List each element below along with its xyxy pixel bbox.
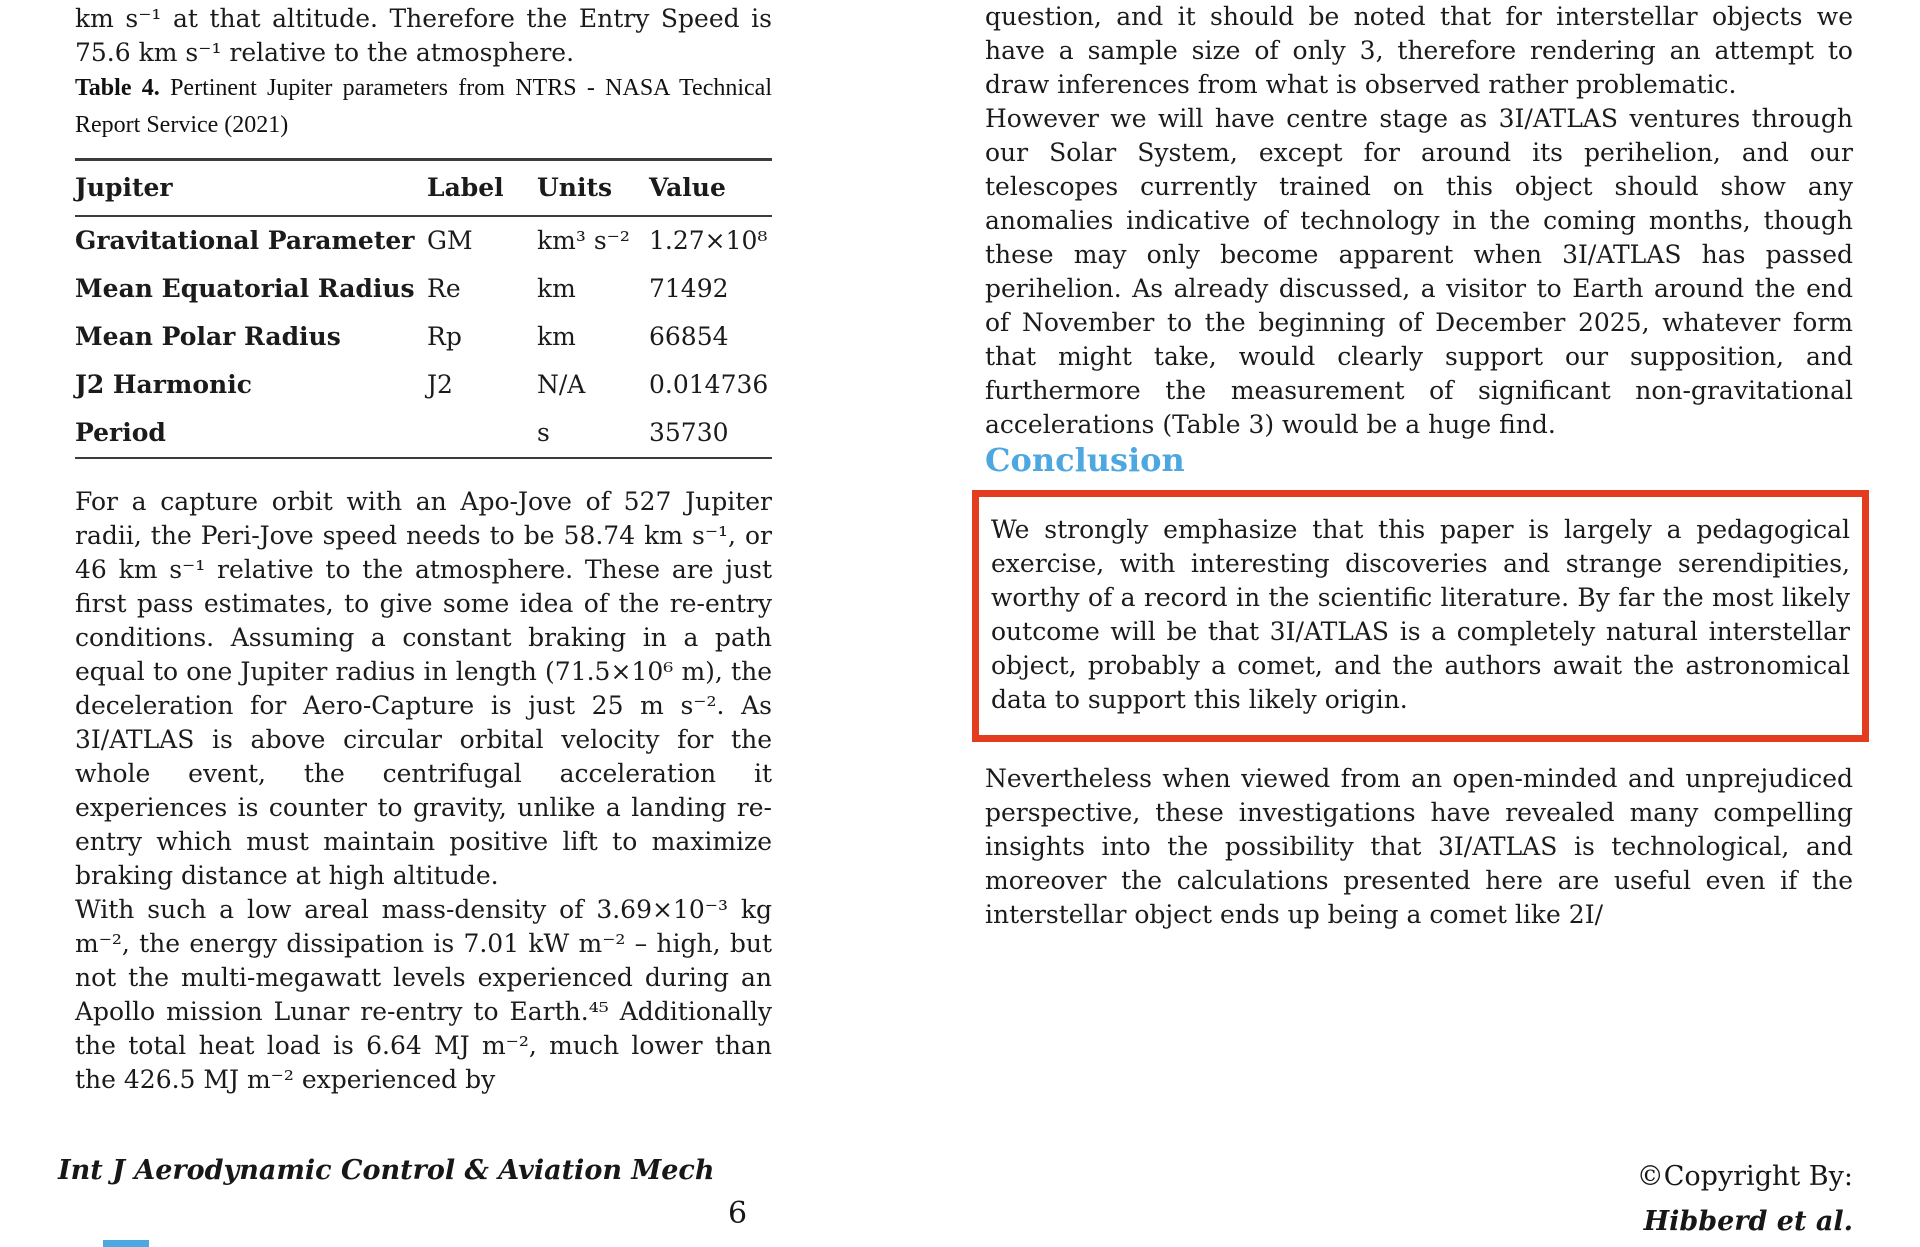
paragraph-centre-stage: However we will have centre stage as 3I/ATLAS ventures through our Solar System, except for around its perihelion, and our telescopes currently trained on this object should show any anomalies indicative of technology in the coming months, though these may only become apparent when 3I/ATLAS has passed perihelion. As already discussed, a visitor to Earth around the end of November to the beginning of December 2025, whatever form that might take, would clearly support our supposition, and furthermore the measurement of significant non-gravitational accelerations (Table 3) would be a huge find. <box>985 104 1853 439</box>
cell-value: 0.014736 <box>649 370 769 399</box>
cell-label: J2 <box>427 370 453 399</box>
cell-parameter: Mean Polar Radius <box>75 322 341 351</box>
paragraph-nevertheless: Nevertheless when viewed from an open-minded and unprejudiced perspective, these investigations have revealed many compelling insights into the possibility that 3I/ATLAS is technological, and moreover the calculations presented here are useful even if the interstellar object ends up being a comet like 2I/ <box>985 764 1853 929</box>
footer-copyright <box>1637 1154 1853 1244</box>
cell-parameter: J2 Harmonic <box>75 370 252 399</box>
cell-label: GM <box>427 226 473 255</box>
cell-units: km <box>537 274 576 303</box>
col-header-units: Units <box>537 160 649 217</box>
jupiter-parameters-table <box>75 158 772 459</box>
left-column <box>75 2 772 1097</box>
cell-units: km³ s⁻² <box>537 226 630 255</box>
table-caption-text: Pertinent Jupiter parameters from NTRS - NASA Technical Report Service (2021) <box>75 75 772 138</box>
cell-label: Rp <box>427 322 462 351</box>
cell-units: s <box>537 418 550 447</box>
page-number: 6 <box>728 1196 748 1231</box>
col-header-jupiter: Jupiter <box>75 160 427 217</box>
conclusion-heading: Conclusion <box>985 441 1185 479</box>
col-header-label: Label <box>427 160 537 217</box>
cell-parameter: Mean Equatorial Radius <box>75 274 415 303</box>
cell-units: N/A <box>537 370 586 399</box>
right-column <box>985 0 1853 932</box>
table-header-row <box>75 160 772 217</box>
page-edge-link-fragment <box>103 1240 149 1247</box>
table-caption <box>75 70 772 144</box>
table-row <box>75 216 772 265</box>
table-row <box>75 361 772 409</box>
table-row <box>75 409 772 458</box>
paragraph-mass-density: With such a low areal mass-density of 3.69×10⁻³ kg m⁻², the energy dissipation is 7.01 kW m⁻² – high, but not the multi-megawatt levels experienced during an Apollo mission Lunar re-entry to Earth.⁴⁵ Additionally the total heat load is 6.64 MJ m⁻², much lower than the 426.5 MJ m⁻² experienced by <box>75 895 772 1094</box>
cell-value: 35730 <box>649 418 729 447</box>
paragraph-entry-speed: km s⁻¹ at that altitude. Therefore the Entry Speed is 75.6 km s⁻¹ relative to the atmosphere. <box>75 4 772 67</box>
cell-value: 66854 <box>649 322 729 351</box>
cell-label <box>427 409 537 458</box>
cell-value: 1.27×10⁸ <box>649 226 768 255</box>
highlight-annotation-box <box>972 490 1869 742</box>
table-row <box>75 265 772 313</box>
footer-journal-title: Int J Aerodynamic Control & Aviation Mech <box>58 1155 715 1186</box>
conclusion-paragraph: We strongly emphasize that this paper is largely a pedagogical exercise, with interesting discoveries and strange serendipities, worthy of a record in the scientific literature. By far the most likely outcome will be that 3I/ATLAS is a completely natural interstellar object, probably a comet, and the authors await the astronomical data to support this likely origin. <box>991 515 1850 714</box>
col-header-value: Value <box>649 160 772 217</box>
cell-value: 71492 <box>649 274 729 303</box>
cell-units: km <box>537 322 576 351</box>
paragraph-capture-orbit: For a capture orbit with an Apo-Jove of 527 Jupiter radii, the Peri-Jove speed needs to be 58.74 km s⁻¹, or 46 km s⁻¹ relative to the atmosphere. These are just first pass estimates, to give some idea of the re-entry conditions. Assuming a constant braking in a path equal to one Jupiter radius in length (71.5×10⁶ m), the deceleration for Aero-Capture is just 25 m s⁻². As 3I/ATLAS is above circular orbital velocity for the whole event, the centrifugal acceleration it experiences is counter to gravity, unlike a landing re-entry which must maintain positive lift to maximize braking distance at high altitude. <box>75 487 772 890</box>
table-row <box>75 313 772 361</box>
cell-parameter: Gravitational Parameter <box>75 226 415 255</box>
cell-label: Re <box>427 274 461 303</box>
cell-parameter: Period <box>75 418 166 447</box>
copyright-by-label: ©Copyright By: <box>1636 1161 1853 1192</box>
copyright-authors: Hibberd et al. <box>1643 1206 1853 1237</box>
paragraph-sample-size: question, and it should be noted that for interstellar objects we have a sample size of only 3, therefore rendering an attempt to draw inferences from what is observed rather problematic. <box>985 2 1853 99</box>
table-caption-label: Table 4. <box>75 75 160 101</box>
